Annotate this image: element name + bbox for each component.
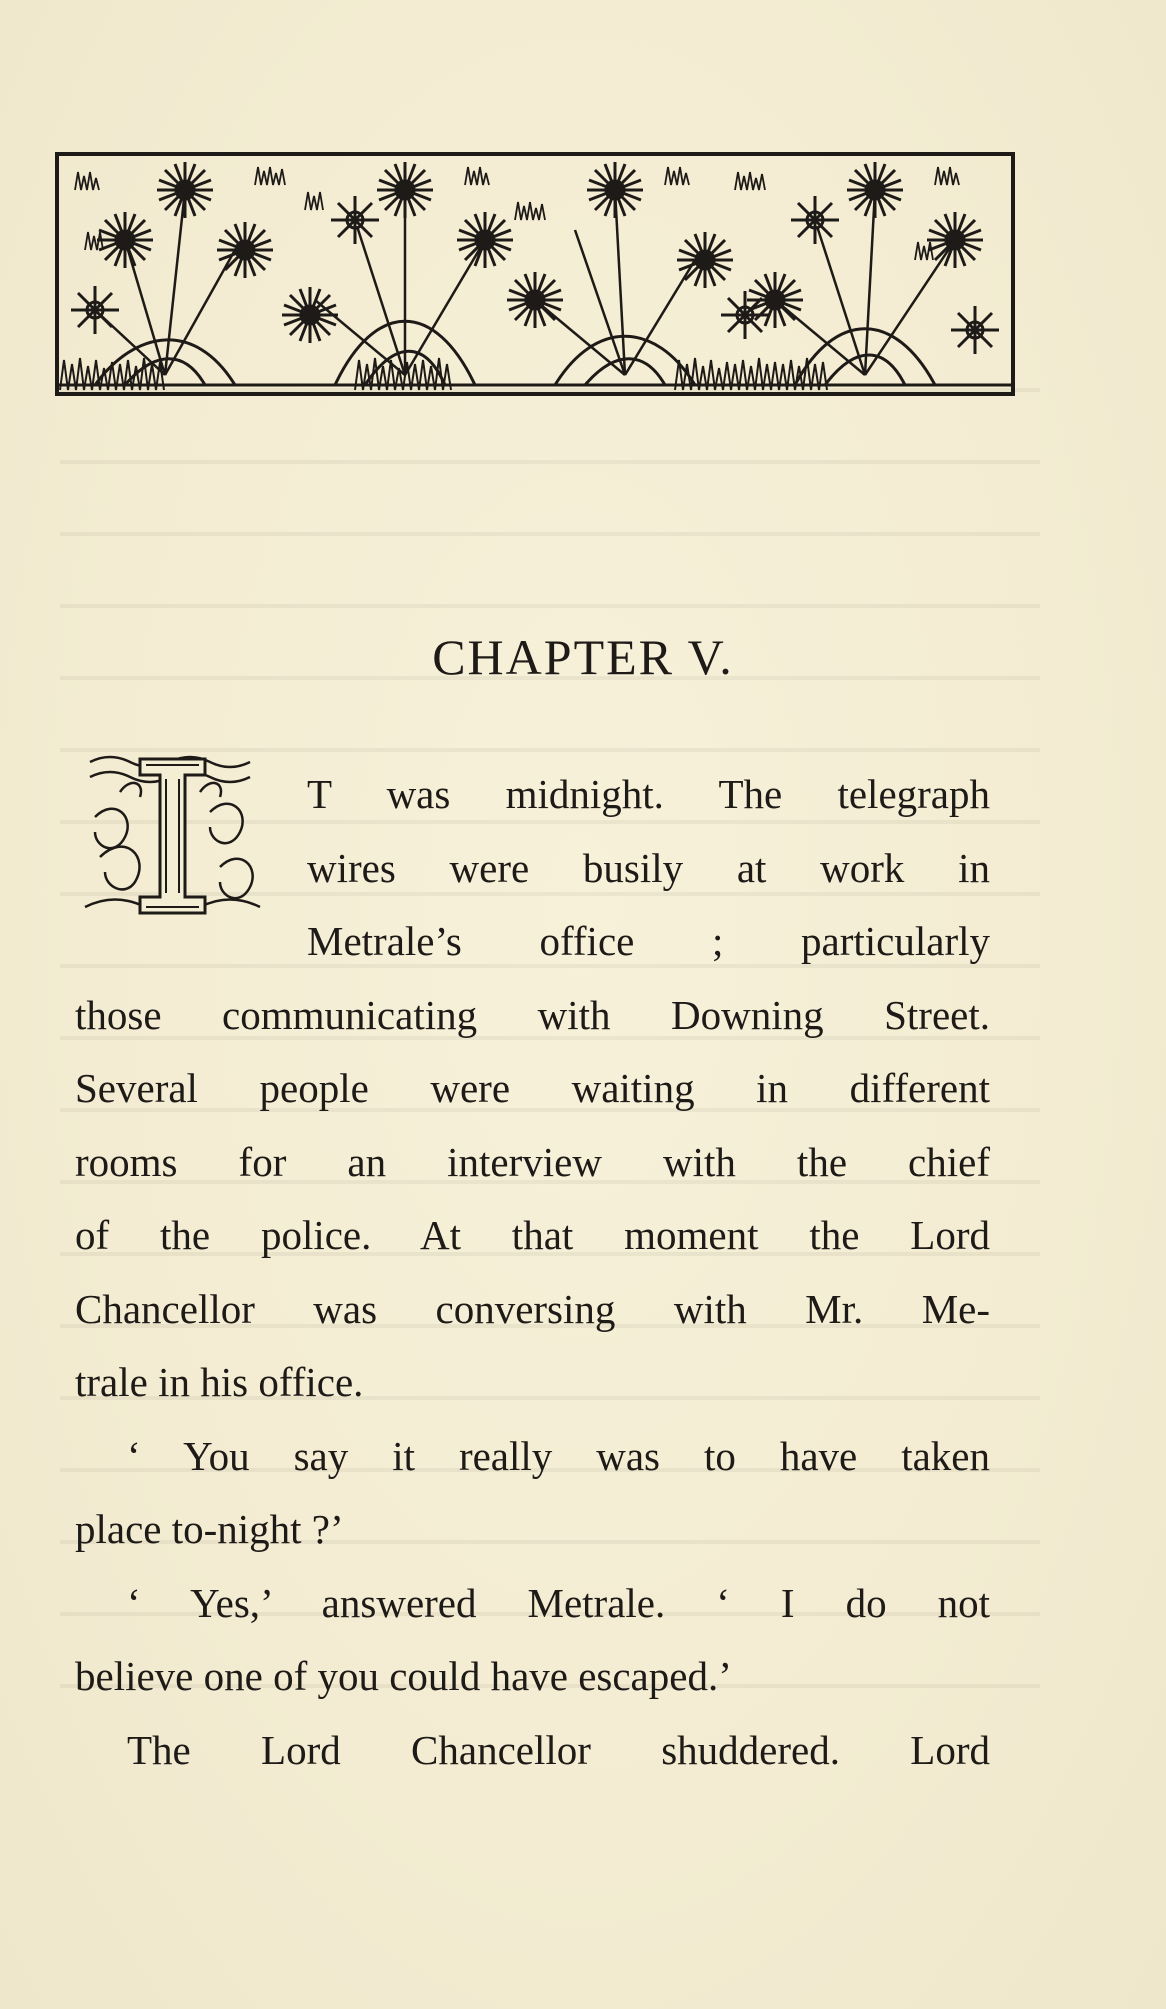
text-line: those communicating with Downing Street.	[75, 991, 990, 1038]
text-line: ‘ Yes,’ answered Metrale. ‘ I do not	[127, 1579, 990, 1626]
text-line: wires were busily at work in	[307, 844, 990, 891]
text-line: rooms for an interview with the chief	[75, 1138, 990, 1185]
text-line: Several people were waiting in different	[75, 1065, 990, 1111]
text-line: believe one of you could have escaped.’	[75, 1653, 732, 1699]
text-line: trale in his office.	[75, 1359, 364, 1405]
floral-headpiece-ornament	[55, 150, 1015, 400]
text-line: of the police. At that moment the Lord	[75, 1212, 990, 1258]
text-line: place to-night ?’	[75, 1506, 344, 1552]
chapter-heading: CHAPTER V.	[432, 629, 734, 685]
text-line: Chancellor was conversing with Mr. Me-	[75, 1285, 990, 1332]
chapter-body	[75, 758, 990, 1787]
text-line: ‘ You say it really was to have taken	[127, 1432, 990, 1479]
text-line: The Lord Chancellor shuddered. Lord	[127, 1726, 990, 1773]
text-line: Metrale’s office ; particularly	[307, 918, 990, 964]
text-line: T was midnight. The telegraph	[307, 771, 990, 817]
